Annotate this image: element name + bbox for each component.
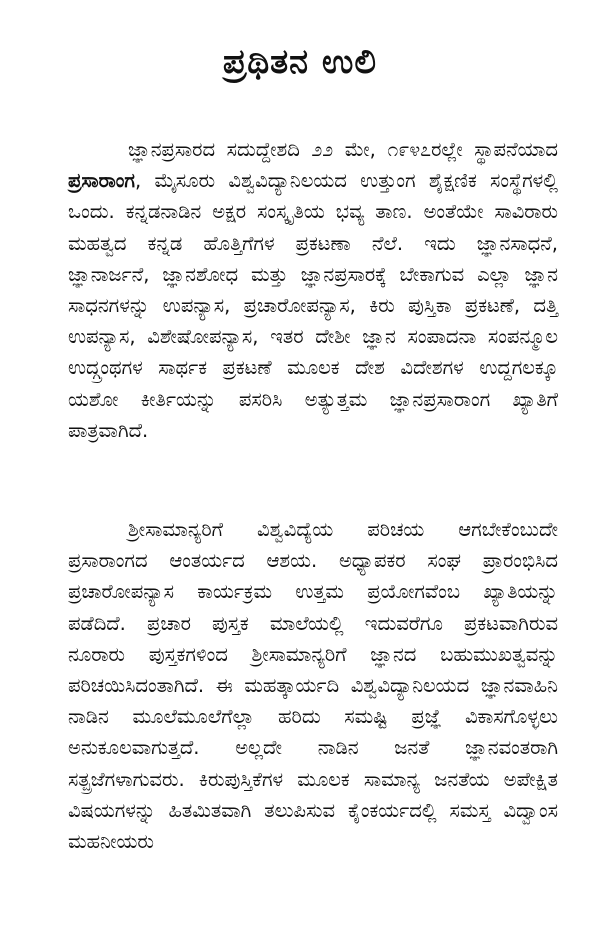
- body-paragraph-1: [68, 134, 558, 446]
- paragraph-2-text: ಶ್ರೀಸಾಮಾನ್ಯರಿಗೆ ವಿಶ್ವವಿದ್ಯೆಯ ಪರಿಚಯ ಆಗಬೇಕೆಂಬುದೇ ಪ್ರಸಾರಾಂಗದ ಆಂತರ್ಯದ ಆಶಯ. ಅಧ್ಯಾಪಕರ ಸಂಘ ಪ್ರಾರಂಭಿಸಿದ ಪ್ರಚಾರೋಪನ್ಯಾಸ ಕಾರ್ಯಕ್ರಮ ಉತ್ತಮ ಪ್ರಯೋಗವೆಂಬ ಖ್ಯಾತಿಯನ್ನು ಪಡೆದಿದೆ. ಪ್ರಚಾರ ಪುಸ್ತಕ ಮಾಲೆಯಲ್ಲಿ ಇದುವರೆಗೂ ಪ್ರಕಟವಾಗಿರುವ ನೂರಾರು ಪುಸ್ತಕಗಳಿಂದ ಶ್ರೀಸಾಮಾನ್ಯರಿಗೆ ಜ್ಞಾನದ ಬಹುಮುಖತ್ವವನ್ನು ಪರಿಚಯಿಸಿದಂತಾಗಿದೆ. ಈ ಮಹತ್ಕಾರ್ಯದಿ ವಿಶ್ವವಿದ್ಯಾನಿಲಯದ ಜ್ಞಾನವಾಹಿನಿ ನಾಡಿನ ಮೂಲೆಮೂಲೆಗೆಲ್ಲಾ ಹರಿದು ಸಮಷ್ಟಿ ಪ್ರಜ್ಞೆ ವಿಕಾಸಗೊಳ್ಳಲು ಅನುಕೂಲವಾಗುತ್ತದೆ. ಅಲ್ಲದೇ ನಾಡಿನ ಜನತೆ ಜ್ಞಾನವಂತರಾಗಿ ಸತ್ಪ್ರಜೆಗಳಾಗುವರು. ಕಿರುಪುಸ್ತಿಕೆಗಳ ಮೂಲಕ ಸಾಮಾನ್ಯ ಜನತೆಯ ಅಪೇಕ್ಷಿತ ವಿಷಯಗಳನ್ನು ಹಿತಮಿತವಾಗಿ ತಲುಪಿಸುವ ಕೈಂಕರ್ಯದಲ್ಲಿ ಸಮಸ್ತ ವಿದ್ವಾಂಸ ಮಹನೀಯರು: [68, 518, 558, 854]
- paragraph-1-text-end: , ಮೈಸೂರು ವಿಶ್ವವಿದ್ಯಾನಿಲಯದ ಉತ್ತುಂಗ ಶೈಕ್ಷಣಿಕ ಸಂಸ್ಥೆಗಳಲ್ಲಿ ಒಂದು. ಕನ್ನಡನಾಡಿನ ಅಕ್ಷರ ಸಂಸ್ಕೃತಿಯ ಭವ್ಯ ತಾಣ. ಅಂತೆಯೇ ಸಾವಿರಾರು ಮಹತ್ವದ ಕನ್ನಡ ಹೊತ್ತಿಗೆಗಳ ಪ್ರಕಟಣಾ ನೆಲೆ. ಇದು ಜ್ಞಾನಸಾಧನೆ, ಜ್ಞಾನಾರ್ಜನೆ, ಜ್ಞಾನಶೋಧ ಮತ್ತು ಜ್ಞಾನಪ್ರಸಾರಕ್ಕೆ ಬೇಕಾಗುವ ಎಲ್ಲಾ ಜ್ಞಾನ ಸಾಧನಗಳನ್ನು ಉಪನ್ಯಾಸ, ಪ್ರಚಾರೋಪನ್ಯಾಸ, ಕಿರು ಪುಸ್ತಿಕಾ ಪ್ರಕಟಣೆ, ದತ್ತಿ ಉಪನ್ಯಾಸ, ವಿಶೇಷೋಪನ್ಯಾಸ, ಇತರ ದೇಶೀ ಜ್ಞಾನ ಸಂಪಾದನಾ ಸಂಪನ್ಮೂಲ ಉದ್ಗ್ರಂಥಗಳ ಸಾರ್ಥಕ ಪ್ರಕಟಣೆ ಮೂಲಕ ದೇಶ ವಿದೇಶಗಳ ಉದ್ದಗಲಕ್ಕೂ ಯಶೋ ಕೀರ್ತಿಯನ್ನು ಪಸರಿಸಿ ಅತ್ಯುತ್ತಮ ಜ್ಞಾನಪ್ರಸಾರಾಂಗ ಖ್ಯಾತಿಗೆ ಪಾತ್ರವಾಗಿದೆ.: [68, 169, 558, 442]
- paragraph-1-emphasis: ಪ್ರಸಾರಾಂಗ: [68, 169, 135, 193]
- paragraph-1-text-start: ಜ್ಞಾನಪ್ರಸಾರದ ಸದುದ್ದೇಶದಿ ೨೨ ಮೇ, ೧೯೪೭ರಲ್ಲೇ ಸ್ಥಾಪನೆಯಾದ: [128, 138, 558, 161]
- body-paragraph-2: [68, 514, 558, 857]
- page-title: ಪ್ರಥಿತನ ಉಲಿ: [222, 42, 378, 82]
